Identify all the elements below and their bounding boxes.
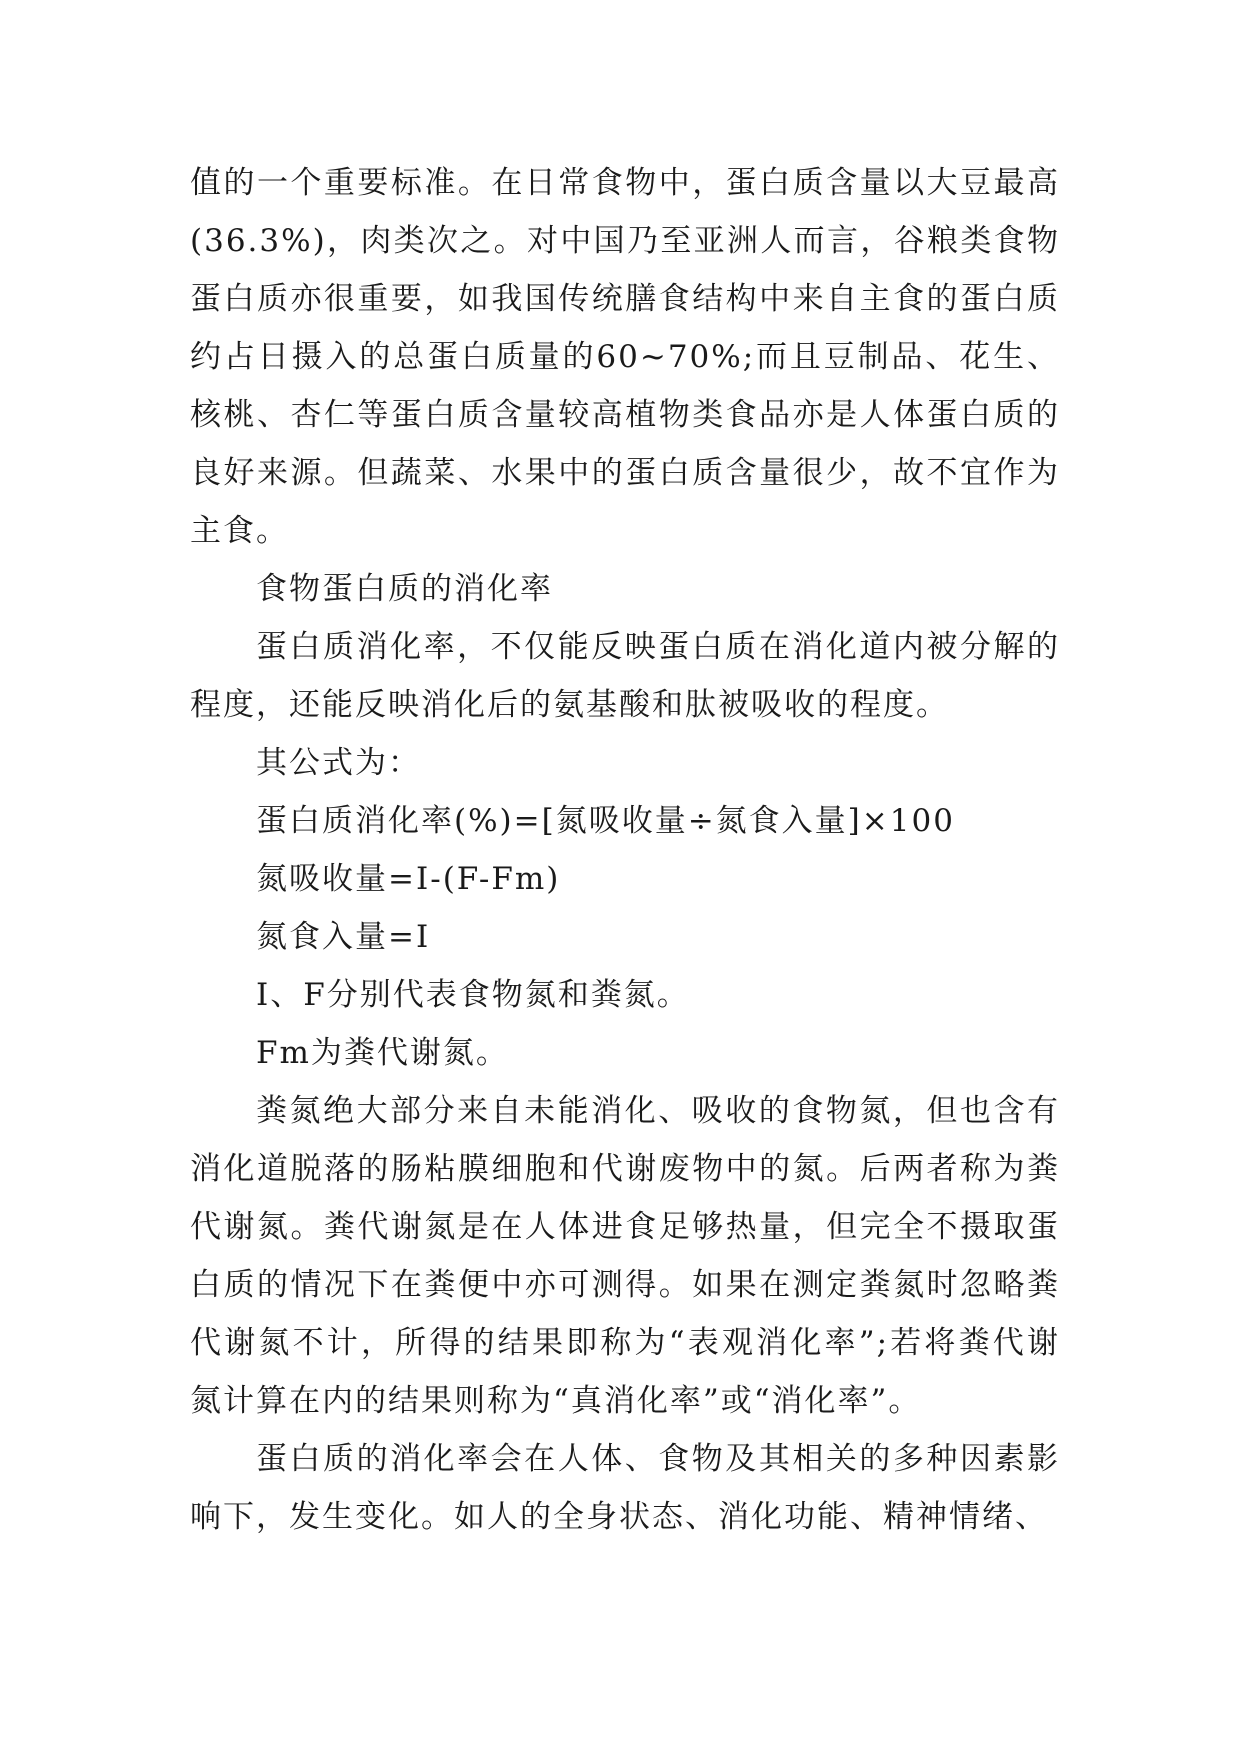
definition-i-f: I、F分别代表食物氮和粪氮。 (256, 977, 690, 1013)
formula-digestibility: 蛋白质消化率(%)=[氮吸收量÷氮食入量]×100 (256, 803, 955, 839)
paragraph-digestibility-definition: 蛋白质消化率，不仅能反映蛋白质在消化道内被分解的程度，还能反映消化后的氨基酸和肽被吸收的程度。 (190, 629, 1060, 723)
formula-intro: 其公式为： (256, 745, 421, 781)
paragraph-fecal-nitrogen: 粪氮绝大部分来自未能消化、吸收的食物氮，但也含有消化道脱落的肠粘膜细胞和代谢废物中的氮。后两者称为粪代谢氮。粪代谢氮是在人体进食足够热量，但完全不摄取蛋白质的情况下在粪便中亦可测得。如果在测定粪氮时忽略粪代谢氮不计，所得的结果即称为“表观消化率”;若将粪代谢氮计算在内的结果则称为“真消化率”或“消化率”。 (190, 1093, 1060, 1419)
document-body (190, 154, 1060, 1546)
formula-nitrogen-absorbed: 氮吸收量=I-(F-Fm) (256, 861, 561, 897)
section-heading-digestibility: 食物蛋白质的消化率 (256, 571, 553, 607)
paragraph-protein-sources: 值的一个重要标准。在日常食物中，蛋白质含量以大豆最高(36.3%)，肉类次之。对中国乃至亚洲人而言，谷粮类食物蛋白质亦很重要，如我国传统膳食结构中来自主食的蛋白质约占日摄入的总蛋白质量的60~70%;而且豆制品、花生、核桃、杏仁等蛋白质含量较高植物类食品亦是人体蛋白质的良好来源。但蔬菜、水果中的蛋白质含量很少，故不宜作为主食。 (190, 165, 1060, 549)
paragraph-influencing-factors: 蛋白质的消化率会在人体、食物及其相关的多种因素影响下，发生变化。如人的全身状态、消化功能、精神情绪、 (190, 1441, 1060, 1535)
formula-nitrogen-intake: 氮食入量=I (256, 919, 431, 955)
definition-fm: Fm为粪代谢氮。 (256, 1035, 509, 1071)
